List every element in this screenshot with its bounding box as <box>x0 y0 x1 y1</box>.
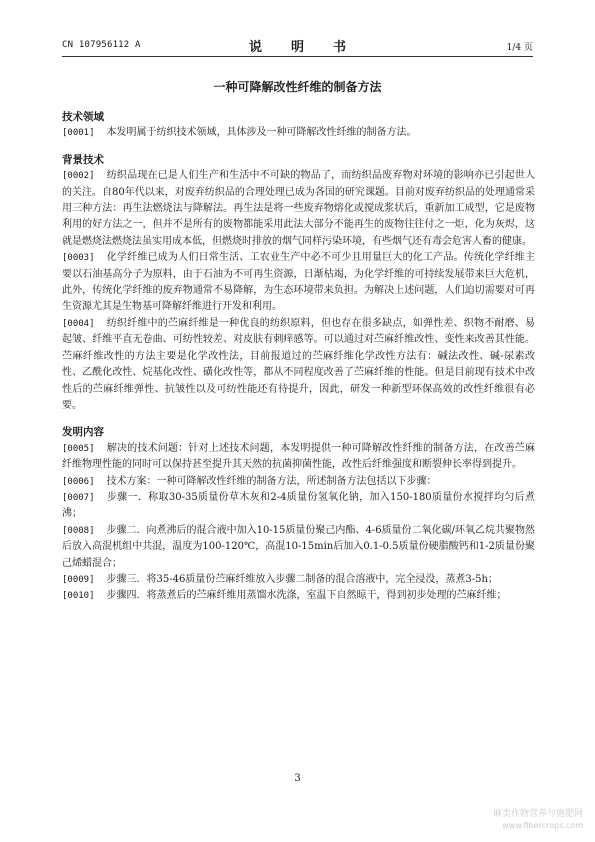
paragraph-text: 解决的技术问题：针对上述技术问题，本发明提供一种可降解改性纤维的制备方法，在改善苎麻纤维物理性能的同时可以保持甚至提升其天然的抗菌抑菌性能，改性后纤维强度和断裂伸长率得到提升。 <box>62 442 535 471</box>
paragraph <box>62 441 535 474</box>
section-heading: 技术领域 <box>62 111 104 123</box>
paragraph-text: 步骤一．称取30-35质量份草木灰和2-4质量份氢氧化钠，加入150-180质量份水搅拌均匀后煮沸； <box>62 491 535 520</box>
paragraph <box>62 125 535 141</box>
document-title: 一种可降解改性纤维的制备方法 <box>213 80 382 94</box>
paragraph-text: 技术方案：一种可降解改性纤维的制备方法，所述制备方法包括以下步骤： <box>106 475 437 487</box>
watermark <box>493 808 583 832</box>
paragraph-number: [0009] <box>62 574 95 585</box>
paragraph <box>62 168 535 250</box>
paragraph <box>62 572 535 588</box>
paragraph-number: [0005] <box>62 443 95 454</box>
section-heading: 发明内容 <box>62 426 104 439</box>
paragraph-number: [0008] <box>62 525 95 536</box>
paragraph-number: [0010] <box>62 591 95 602</box>
paragraph-text: 步骤二．向煮沸后的混合液中加入10-15质量份聚己内酯、4-6质量份二氧化碳/环氧乙烷共聚物然后放入高混机组中共混，温度为100-120℃，高混10-15min后加入0.1-0.5质量份硬脂酸钙和1-2质量份聚己烯蜡混合； <box>62 524 535 569</box>
header-title: 说 明 书 <box>248 40 354 55</box>
paragraph-number: [0007] <box>62 492 95 503</box>
paragraph-number: [0004] <box>62 318 95 329</box>
document-body <box>62 109 535 605</box>
paragraph-text: 化学纤维已成为人们日常生活、工农业生产中必不可少且用量巨大的化工产品。传统化学纤维主要以石油基高分子为原料，由于石油为不可再生资源，日渐枯竭，为化学纤维的可持续发展带来巨大危机，此外，传统化学纤维的废弃物通常不易降解，为生态环境带来负担。为解决上述问题，人们迫切需要对可再生资源尤其是生物基可降解纤维进行开发和利用。 <box>62 252 535 313</box>
paragraph-number: [0006] <box>62 476 95 487</box>
paragraph <box>62 588 535 604</box>
paragraph-number: [0003] <box>62 253 95 264</box>
paragraph-text: 纺织纤维中的苎麻纤维是一种优良的纺织原料，但也存在很多缺点，如弹性差、织物不耐磨、易起皱、纤维平直无卷曲、可纺性较差、对皮肤有刺痒感等。可以通过对苎麻纤维改性、变性来改善其性能。苎麻纤维改性的方法主要是化学改性法，目前报道过的苎麻纤维化学改性方法有：碱法改性、碱-尿素改性、乙酰化改性、烷基化改性、磺化改性等，都从不同程度改善了苎麻纤维的性能。但是目前现有技术中改性后的苎麻纤维弹性、抗皱性以及可纺性能还有待提升，因此，研发一种新型环保高效的改性纤维很有必要。 <box>62 317 535 411</box>
paragraph <box>62 523 535 572</box>
page-header <box>62 36 533 57</box>
doc-number: CN 107956112 A <box>62 40 141 50</box>
watermark-name: 麻类作物营养与施肥网 <box>492 809 583 819</box>
paragraph <box>62 490 535 523</box>
page-indicator: 1/4 页 <box>506 43 533 53</box>
paragraph-text: 本发明属于纺织技术领域，具体涉及一种可降解改性纤维的制备方法。 <box>106 127 417 139</box>
paragraph <box>62 250 535 316</box>
paragraph <box>62 316 535 414</box>
paragraph-text: 纺织品现在已是人们生产和生活中不可缺的物品了，而纺织品废弃物对环境的影响亦已引起世人的关注。自80年代以来，对废弃纺织品的合理处理已成为各国的研究课题。目前对废弃纺织品的处理通常采用三种方法：再生法燃烧法与降解法。再生法是将一些废弃物熔化或搅成浆状后，重新加工成型，它是废物利用的好方法之一，但并不是所有的废物都能采用此法大部分不能再生的废物往往付之一炬，化为灰烬，这就是燃烧法燃烧法虽实用成本低，但燃烧时排放的烟气同样污染环境，有些烟气还有毒会危害人畜的健康。 <box>62 170 535 247</box>
paragraph-text: 步骤三．将35-46质量份苎麻纤维放入步骤二制备的混合溶液中，完全浸没，蒸煮3-5h； <box>106 573 498 585</box>
paragraph-number: [0002] <box>62 171 95 182</box>
section-heading: 背景技术 <box>62 153 104 166</box>
watermark-url: www.fibercrops.com <box>502 821 583 830</box>
paragraph <box>62 474 535 490</box>
paragraph-number: [0001] <box>62 128 95 139</box>
page-number: 3 <box>294 773 301 784</box>
paragraph-text: 步骤四．将蒸煮后的苎麻纤维用蒸馏水洗涤，室温下自然晾干，得到初步处理的苎麻纤维； <box>106 590 507 602</box>
